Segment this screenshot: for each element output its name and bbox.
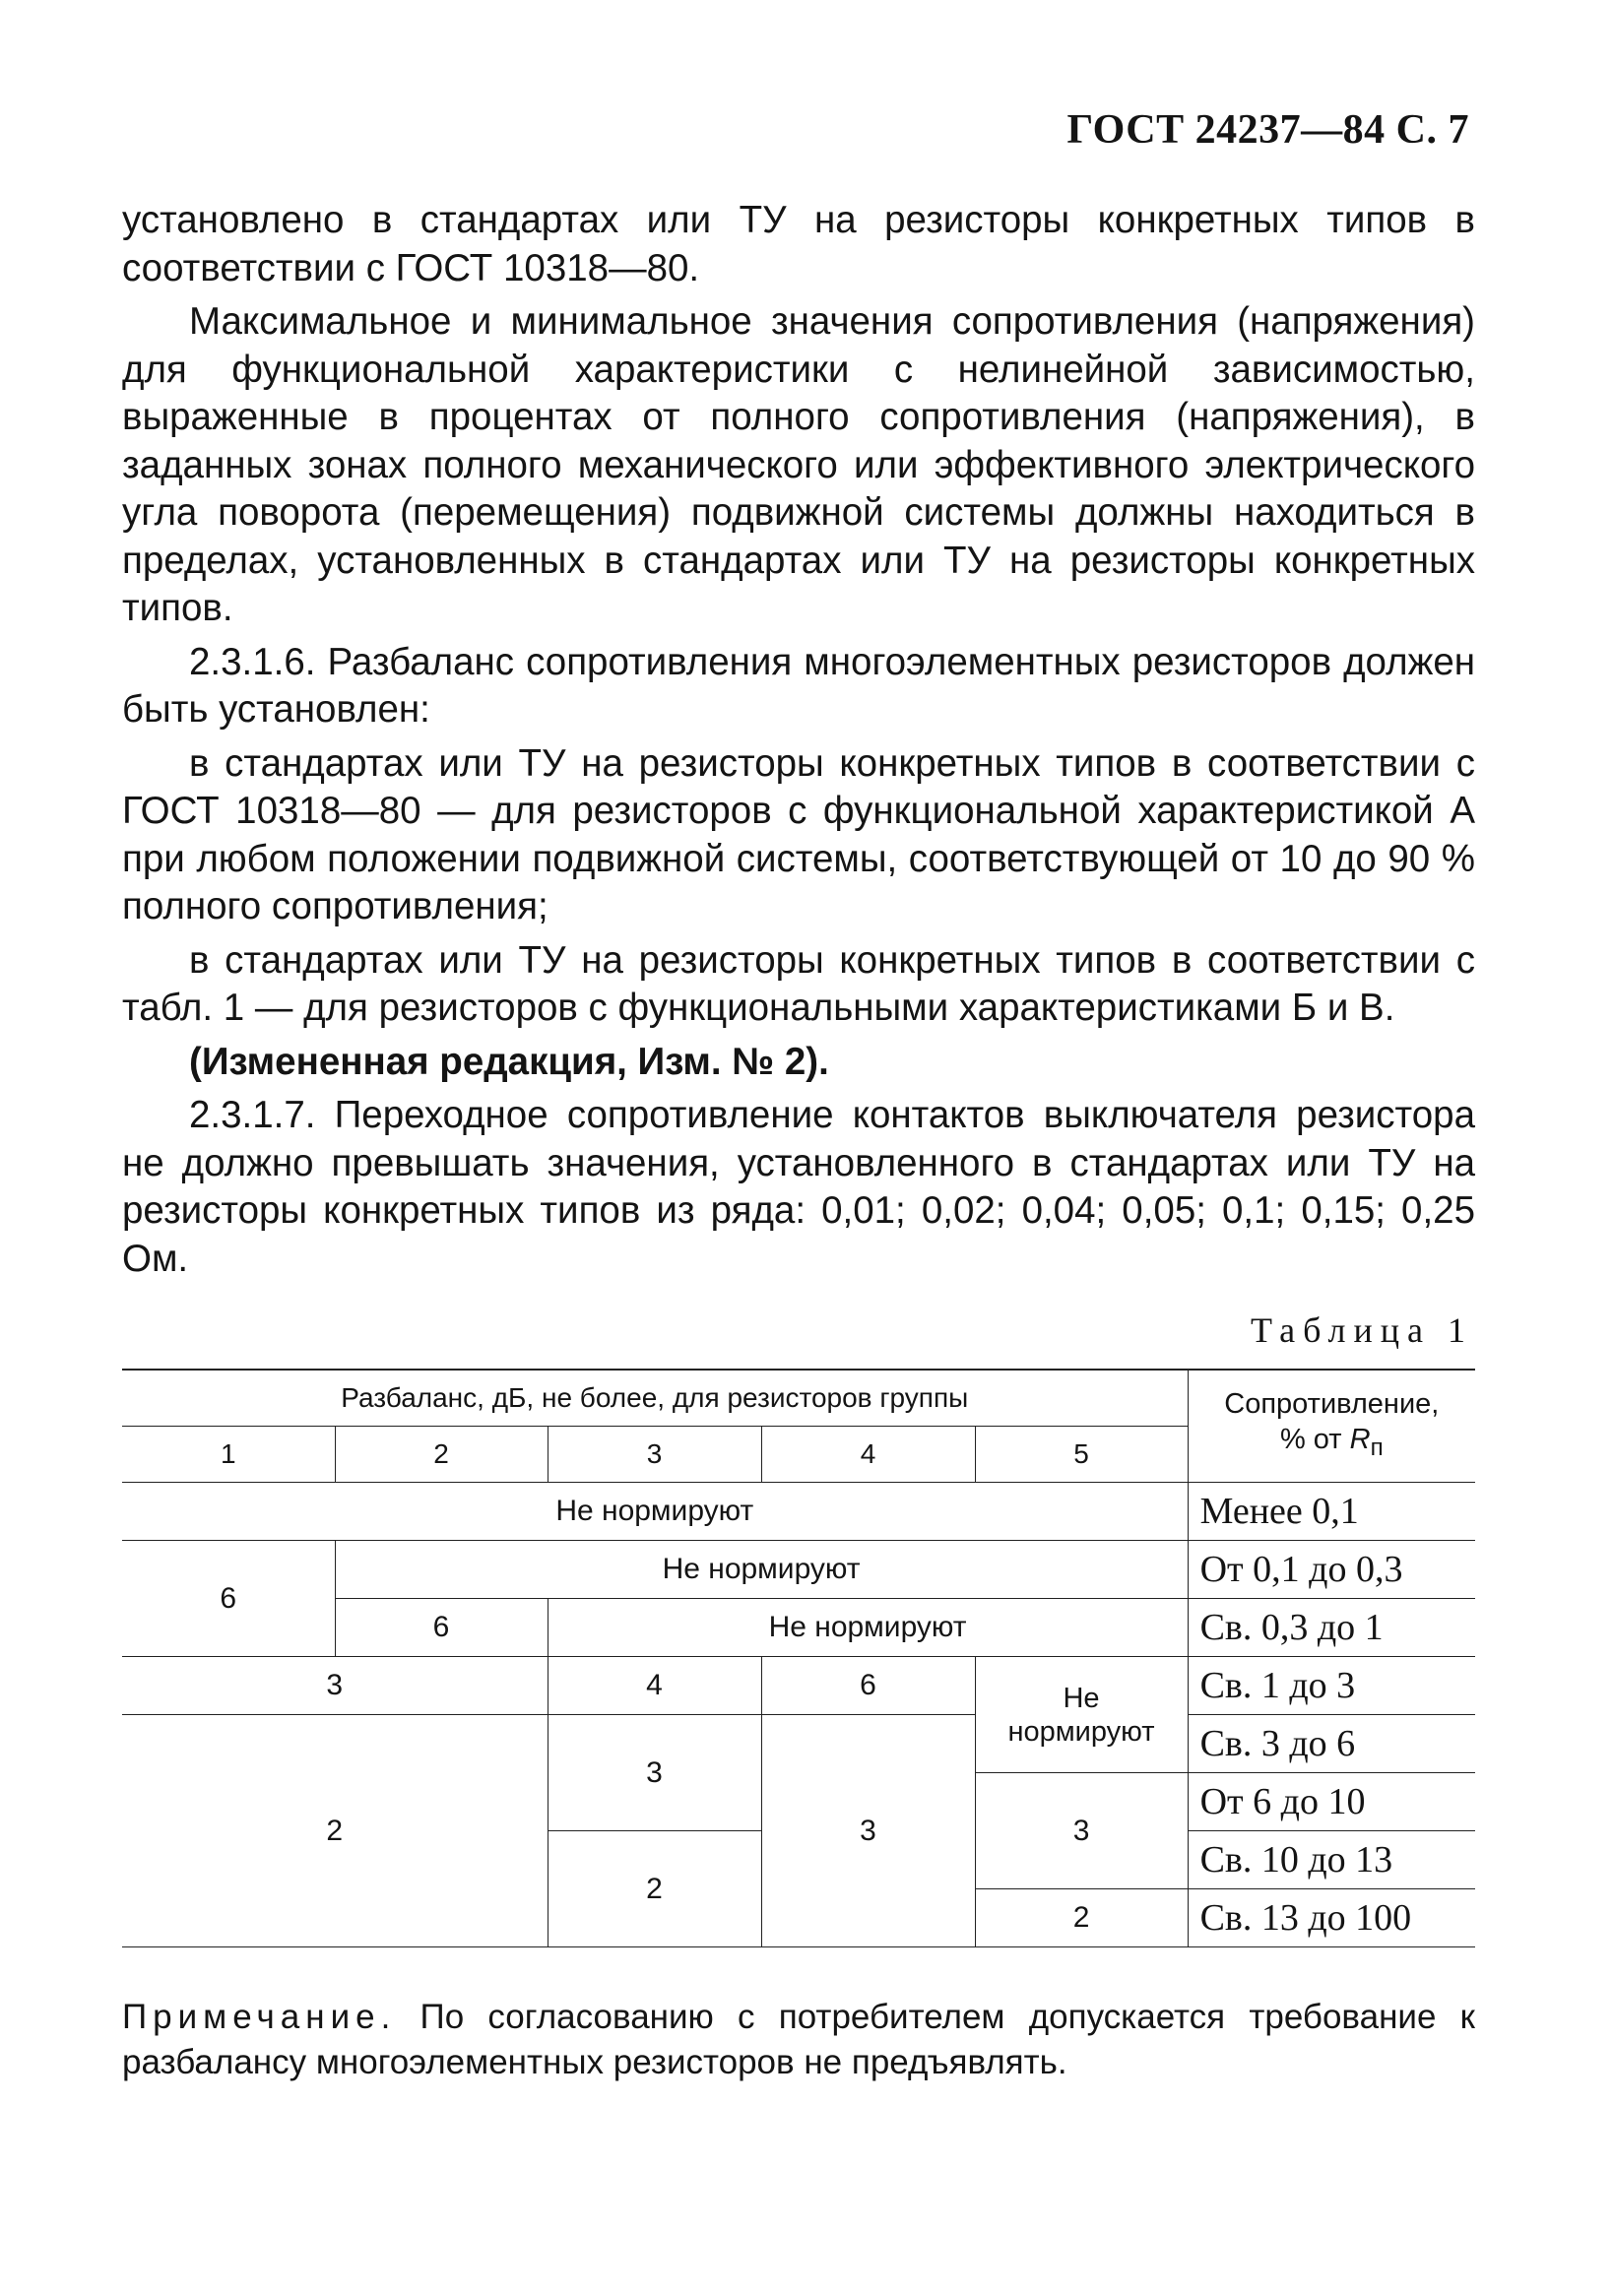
table-cell: 6: [761, 1657, 975, 1715]
table-cell: Не нормируют: [122, 1483, 1188, 1541]
group-header-3: 3: [548, 1427, 761, 1483]
paragraph: 2.3.1.6. Разбаланс сопротивления многоэлементных резисторов должен быть установлен:: [122, 640, 1475, 731]
resistance-cell: Св. 3 до 6: [1188, 1715, 1475, 1773]
paragraph: установлено в стандартах или ТУ на резисторы конкретных типов в соответствии с ГОСТ 10318—80.: [122, 199, 1475, 289]
table-cell: Не нормируют: [548, 1599, 1188, 1657]
resistance-header-line1: Сопротивление,: [1224, 1388, 1440, 1421]
table-cell: 3: [975, 1773, 1188, 1889]
note-label: Примечание.: [122, 1998, 397, 2036]
group-header-2: 2: [335, 1427, 548, 1483]
paragraph: в стандартах или ТУ на резисторы конкретных типов в соответствии с ГОСТ 10318—80 — для резисторов с функциональной характеристикой А при любом положении подвижной системы, соответствующей от 10 до 90 % полного сопротивления;: [122, 741, 1475, 927]
table-cell: [975, 1657, 1188, 1773]
not-normalized-line2: нормируют: [1007, 1715, 1155, 1748]
group-header-1: 1: [122, 1427, 335, 1483]
resistance-cell: Св. 0,3 до 1: [1188, 1599, 1475, 1657]
table-cell: 6: [122, 1541, 335, 1657]
resistance-header-prefix: % от: [1279, 1424, 1350, 1456]
table-cell: 4: [548, 1657, 761, 1715]
resistance-cell: Св. 1 до 3: [1188, 1657, 1475, 1715]
resistance-subscript: п: [1370, 1434, 1384, 1461]
paragraph: 2.3.1.7. Переходное сопротивление контактов выключателя резистора не должно превышать значения, установленного в стандартах или ТУ на резисторы конкретных типов из ряда: 0,01; 0,02; 0,04; 0,05; 0,1; 0,15; 0,25 Ом.: [122, 1094, 1475, 1280]
table-cell: 2: [548, 1831, 761, 1947]
resistance-symbol: R: [1349, 1424, 1371, 1456]
table-header-resistance: [1188, 1370, 1475, 1483]
table-cell: 6: [335, 1599, 548, 1657]
paragraph: в стандартах или ТУ на резисторы конкретных типов в соответствии с табл. 1 — для резисторов с функциональными характеристиками Б и В.: [122, 938, 1475, 1029]
table-header-group: Разбаланс, дБ, не более, для резисторов группы: [122, 1370, 1188, 1427]
note-text: По согласованию с потребителем допускается требование к разбалансу многоэлементных резисторов не предъявлять.: [122, 1998, 1475, 2081]
table-cell: 3: [548, 1715, 761, 1831]
body-text: [122, 197, 1475, 1283]
table-caption: Таблица 1: [1251, 1310, 1473, 1350]
resistance-cell: От 6 до 10: [1188, 1773, 1475, 1831]
imbalance-table: [122, 1369, 1475, 1947]
resistance-cell: Св. 10 до 13: [1188, 1831, 1475, 1889]
page-header: ГОСТ 24237—84 С. 7: [1066, 107, 1469, 153]
not-normalized-line1: Не: [1063, 1682, 1100, 1714]
group-header-5: 5: [975, 1427, 1188, 1483]
table-note: [122, 1995, 1475, 2085]
table-cell: 2: [122, 1715, 548, 1947]
paragraph: Максимальное и минимальное значения сопротивления (напряжения) для функциональной характеристики с нелинейной зависимостью, выраженные в процентах от полного сопротивления (напряжения), в заданных зонах полного механического или эффективного электрического угла поворота (перемещения) подвижной системы должны находиться в пределах, установленных в стандартах или ТУ на резисторы конкретных типов.: [122, 300, 1475, 629]
table-cell: 2: [975, 1889, 1188, 1947]
table-cell: 3: [761, 1715, 975, 1947]
group-header-4: 4: [761, 1427, 975, 1483]
resistance-cell: Св. 13 до 100: [1188, 1889, 1475, 1947]
table-cell: Не нормируют: [335, 1541, 1188, 1599]
table-cell: 3: [122, 1657, 548, 1715]
resistance-cell: Менее 0,1: [1188, 1483, 1475, 1541]
amendment-note: (Измененная редакция, Изм. № 2).: [189, 1040, 829, 1083]
resistance-cell: От 0,1 до 0,3: [1188, 1541, 1475, 1599]
